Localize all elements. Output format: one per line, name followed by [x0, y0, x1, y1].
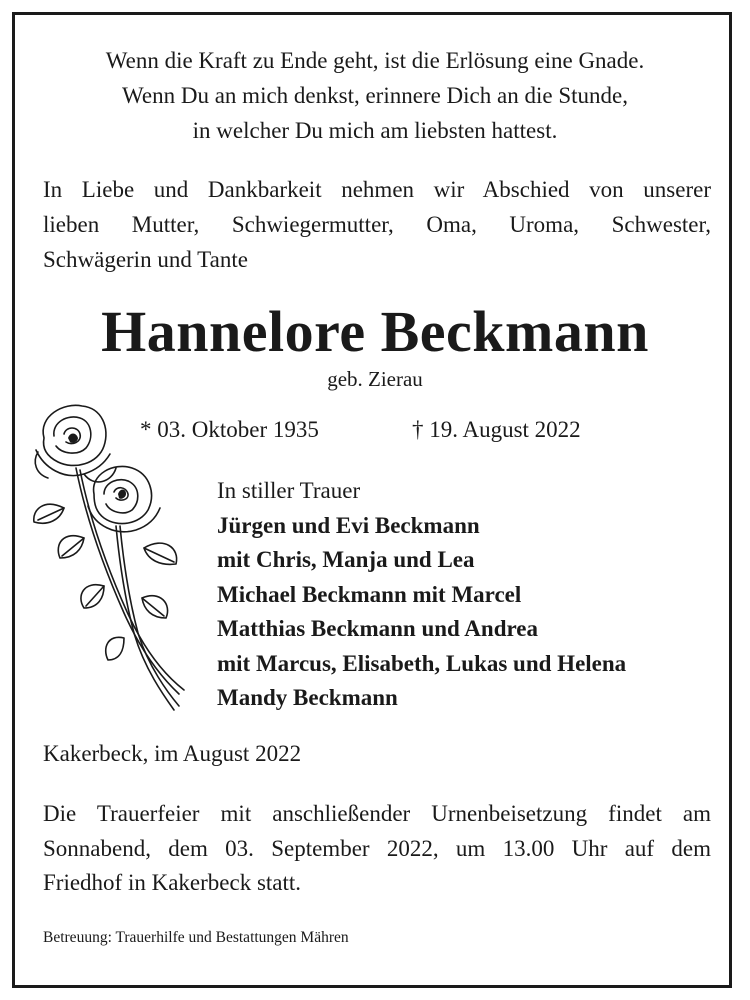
roses-illustration-icon [24, 398, 194, 718]
poem [0, 43, 750, 148]
undertaker-credit: Betreuung: Trauerhilfe und Bestattungen Mähren [43, 929, 349, 946]
mourner-entry: Matthias Beckmann und Andrea [217, 616, 539, 641]
farewell-text [43, 172, 711, 277]
poem-line: in welcher Du mich am liebsten hattest. [192, 118, 558, 143]
mourner-entry: mit Marcus, Elisabeth, Lukas und Helena [217, 650, 627, 676]
ceremony-line: Die Trauerfeier mit anschließender Urnenbeisetzung findet am [43, 801, 711, 826]
farewell-line: In Liebe und Dankbarkeit nehmen wir Abschied von unserer [43, 177, 711, 202]
poem-line: Wenn die Kraft zu Ende geht, ist die Erlösung eine Gnade. [105, 48, 645, 73]
place-and-date: Kakerbeck, im August 2022 [43, 741, 302, 766]
mourner-entry: Mandy Beckmann [217, 685, 398, 710]
death-date: † 19. August 2022 [412, 417, 581, 442]
mourner-entry: Michael Beckmann mit Marcel [217, 581, 522, 607]
farewell-line: lieben Mutter, Schwiegermutter, Oma, Uroma, Schwester, [43, 212, 711, 237]
mourners-list [217, 474, 626, 716]
ceremony-line: Friedhof in Kakerbeck statt. [43, 870, 302, 895]
funeral-ceremony-info [43, 797, 711, 901]
ceremony-line: Sonnabend, dem 03. September 2022, um 13.00 Uhr auf dem [43, 835, 711, 861]
birth-date: * 03. Oktober 1935 [140, 417, 319, 442]
mourners-heading: In stiller Trauer [217, 478, 361, 503]
farewell-line: Schwägerin und Tante [43, 247, 248, 272]
mourner-entry: mit Chris, Manja und Lea [217, 547, 475, 572]
maiden-name: geb. Zierau [327, 367, 423, 391]
mourner-entry: Jürgen und Evi Beckmann [217, 512, 480, 538]
poem-line: Wenn Du an mich denkst, erinnere Dich an die Stunde, [122, 83, 628, 108]
deceased-name: Hannelore Beckmann [101, 299, 649, 364]
